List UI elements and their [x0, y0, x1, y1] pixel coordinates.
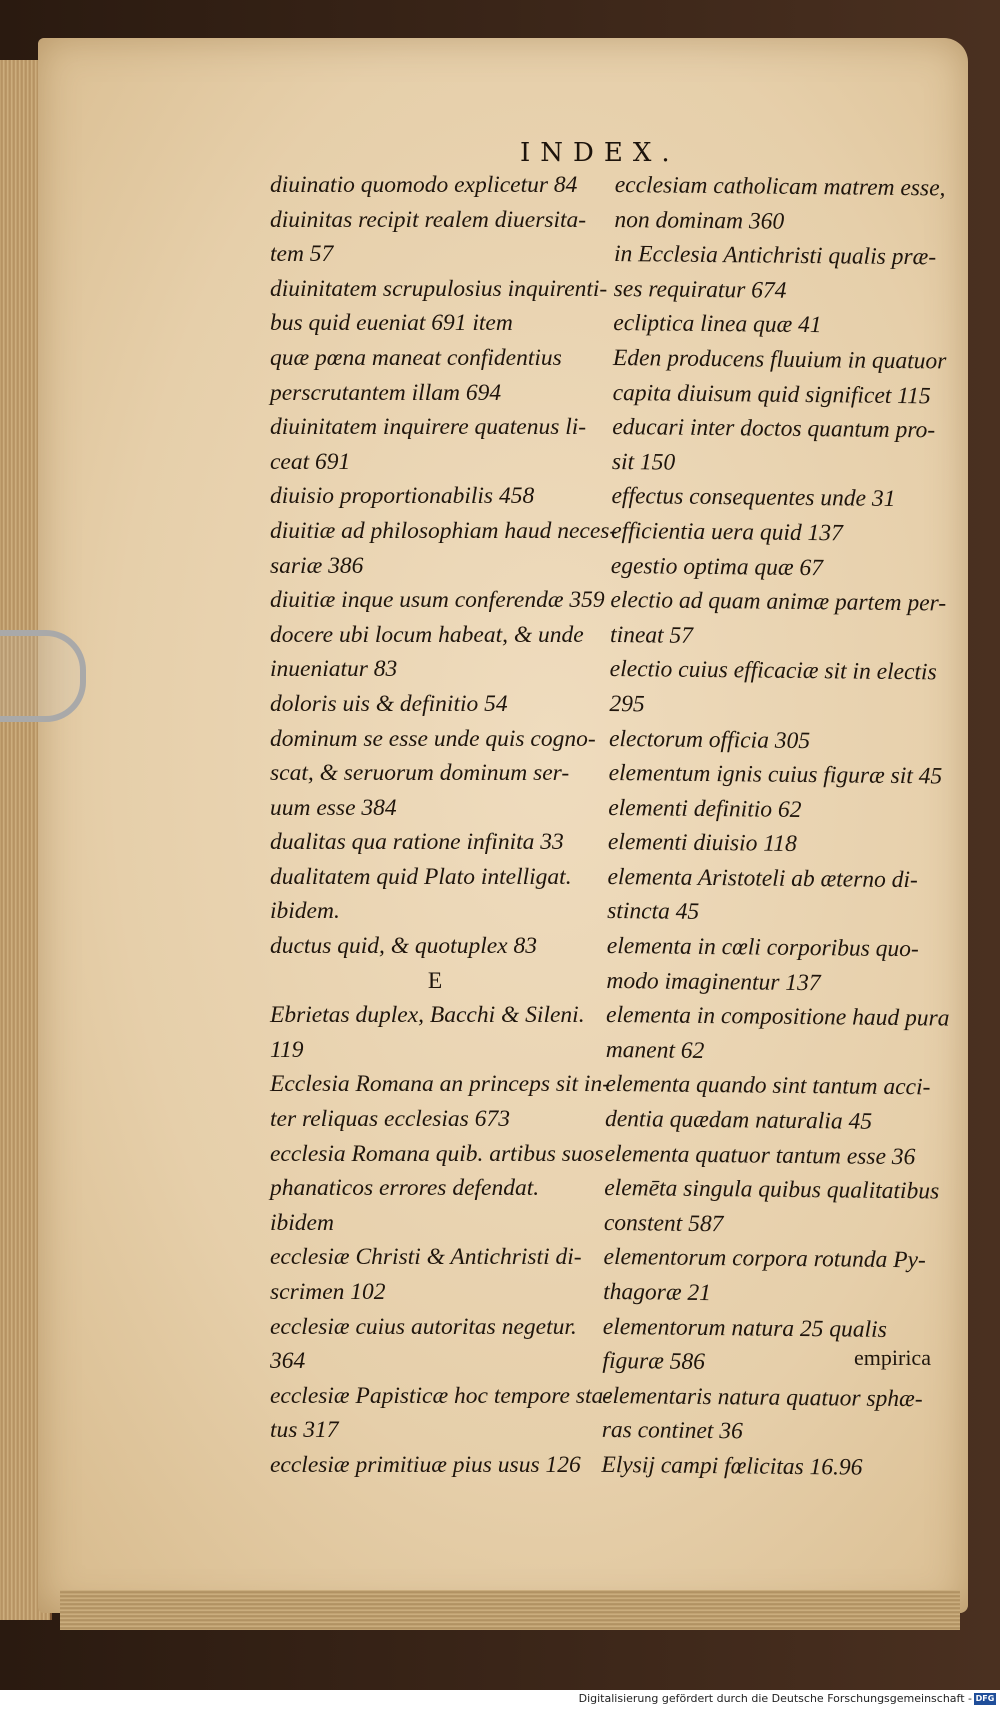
- footer-bar: [0, 1690, 1000, 1709]
- index-entry: sit 150: [611, 448, 676, 476]
- index-entry: 119: [270, 1036, 304, 1063]
- index-entry: elementorum corpora rotunda Py-: [603, 1244, 926, 1274]
- index-entry: elementa quatuor tantum esse 36: [604, 1140, 916, 1170]
- index-entry: uum esse 384: [270, 794, 397, 821]
- index-entry: scat, & seruorum dominum ser-: [270, 760, 570, 787]
- index-entry: elementa in compositione haud pura: [605, 1002, 950, 1032]
- index-entry: 295: [609, 690, 645, 718]
- index-entry: elementi diuisio 118: [607, 829, 797, 858]
- index-entry: quæ pœna maneat confidentius: [270, 344, 562, 371]
- index-entry: figuræ 586: [602, 1348, 706, 1376]
- dfg-logo: DFG: [975, 1694, 995, 1703]
- index-entry: ecliptica linea quæ 41: [613, 310, 822, 339]
- index-entry: elementorum natura 25 qualis: [602, 1313, 887, 1343]
- index-entry: ceat 691: [270, 448, 351, 475]
- index-entry: thagoræ 21: [603, 1278, 712, 1307]
- index-entry: elementaris natura quatuor sphæ-: [602, 1382, 923, 1413]
- index-entry: diuitiæ inque usum conferendæ 359: [270, 587, 605, 614]
- index-entry: constent 587: [603, 1209, 724, 1238]
- index-column-right: [601, 168, 950, 1486]
- index-entry: dualitatem quid Plato intelligat.: [270, 863, 572, 890]
- index-entry: ecclesiam catholicam matrem esse,: [614, 171, 946, 202]
- index-entry: doloris uis & definitio 54: [270, 690, 508, 717]
- index-entry: tineat 57: [609, 621, 694, 649]
- index-entry: Ebrietas duplex, Bacchi & Sileni.: [270, 1002, 585, 1029]
- index-entry: diuinitatem scrupulosius inquirenti-: [270, 275, 608, 302]
- index-entry: ter reliquas ecclesias 673: [270, 1106, 510, 1133]
- index-entry: sariæ 386: [270, 552, 364, 579]
- paper-clip: [0, 630, 86, 722]
- index-entry: elementum ignis cuius figuræ sit 45: [608, 760, 943, 790]
- index-entry: 364: [270, 1348, 306, 1375]
- index-column-left: [270, 168, 618, 1483]
- index-entry: diuitiæ ad philosophiam haud neces-: [270, 517, 618, 544]
- index-entry: elementi definitio 62: [608, 794, 802, 823]
- section-letter: E: [427, 967, 443, 994]
- index-entry: ses requiratur 674: [613, 275, 787, 304]
- index-entry: elementa quando sint tantum acci-: [605, 1071, 931, 1101]
- index-entry: dominum se esse unde quis cogno-: [270, 725, 596, 752]
- index-entry: ecclesiæ primitiuæ pius usus 126: [270, 1451, 581, 1478]
- footer-credit: Digitalisierung gefördert durch die Deutsche Forschungsgemeinschaft -: [578, 1692, 972, 1705]
- index-entry: phanaticos errores defendat.: [270, 1175, 540, 1202]
- index-entry: diuinitas recipit realem diuersita-: [270, 206, 587, 233]
- index-entry: ecclesiæ Papisticæ hoc tempore sta-: [270, 1382, 612, 1409]
- index-entry: ductus quid, & quotuplex 83: [270, 933, 537, 960]
- index-entry: tus 317: [270, 1417, 339, 1444]
- index-entry: docere ubi locum habeat, & unde: [270, 621, 584, 648]
- index-entry: elementa in cœli corporibus quo-: [606, 933, 919, 963]
- index-entry: manent 62: [605, 1036, 705, 1064]
- page-bottom-edge: [60, 1590, 960, 1630]
- index-entry: scrimen 102: [270, 1279, 386, 1305]
- index-entry: dualitas qua ratione infinita 33: [270, 829, 564, 856]
- index-entry: diuinatio quomodo explicetur 84: [270, 172, 578, 198]
- index-entry: electio cuius efficaciæ sit in electis: [609, 656, 937, 686]
- index-entry: inueniatur 83: [270, 656, 398, 683]
- index-entry: electio ad quam animæ partem per-: [610, 587, 947, 617]
- index-entry: capita diuisum quid significet 115: [612, 379, 931, 409]
- index-entry: ecclesiæ Christi & Antichristi di-: [270, 1244, 582, 1271]
- index-entry: educari inter doctos quantum pro-: [612, 414, 936, 444]
- index-entry: ibidem: [270, 1209, 334, 1236]
- index-entry: dentia quædam naturalia 45: [604, 1105, 873, 1135]
- index-entry: Eden producens fluuium in quatuor: [612, 344, 947, 375]
- index-entry: modo imaginentur 137: [606, 967, 821, 996]
- index-entry: Ecclesia Romana an princeps sit in-: [270, 1071, 611, 1098]
- index-entry: diuisio proportionabilis 458: [270, 483, 535, 510]
- catchword: empirica: [854, 1345, 931, 1370]
- index-entry: egestio optima quæ 67: [610, 552, 824, 581]
- index-entry: ecclesia Romana quib. artibus suos: [270, 1140, 604, 1167]
- index-entry: tem 57: [270, 241, 334, 268]
- index-entry: Elysij campi fœlicitas 16.96: [601, 1451, 863, 1481]
- page-title: INDEX.: [520, 138, 680, 168]
- index-entry: ecclesiæ cuius autoritas negetur.: [270, 1313, 577, 1340]
- index-entry: elemēta singula quibus qualitatibus: [604, 1175, 940, 1205]
- index-entry: non dominam 360: [614, 206, 785, 235]
- index-entry: electorum officia 305: [608, 725, 811, 754]
- index-entry: ibidem.: [270, 898, 340, 925]
- index-entry: diuinitatem inquirere quatenus li-: [270, 414, 587, 441]
- index-entry: perscrutantem illam 694: [270, 379, 502, 406]
- index-entry: efficientia uera quid 137: [611, 517, 844, 547]
- index-entry: ras continet 36: [601, 1417, 743, 1445]
- index-entry: elementa Aristoteli ab æterno di-: [607, 863, 918, 894]
- index-entry: in Ecclesia Antichristi qualis præ-: [613, 241, 937, 271]
- index-entry: stincta 45: [607, 898, 700, 926]
- index-entry: bus quid eueniat 691 item: [270, 310, 513, 337]
- index-entry: effectus consequentes unde 31: [611, 483, 896, 513]
